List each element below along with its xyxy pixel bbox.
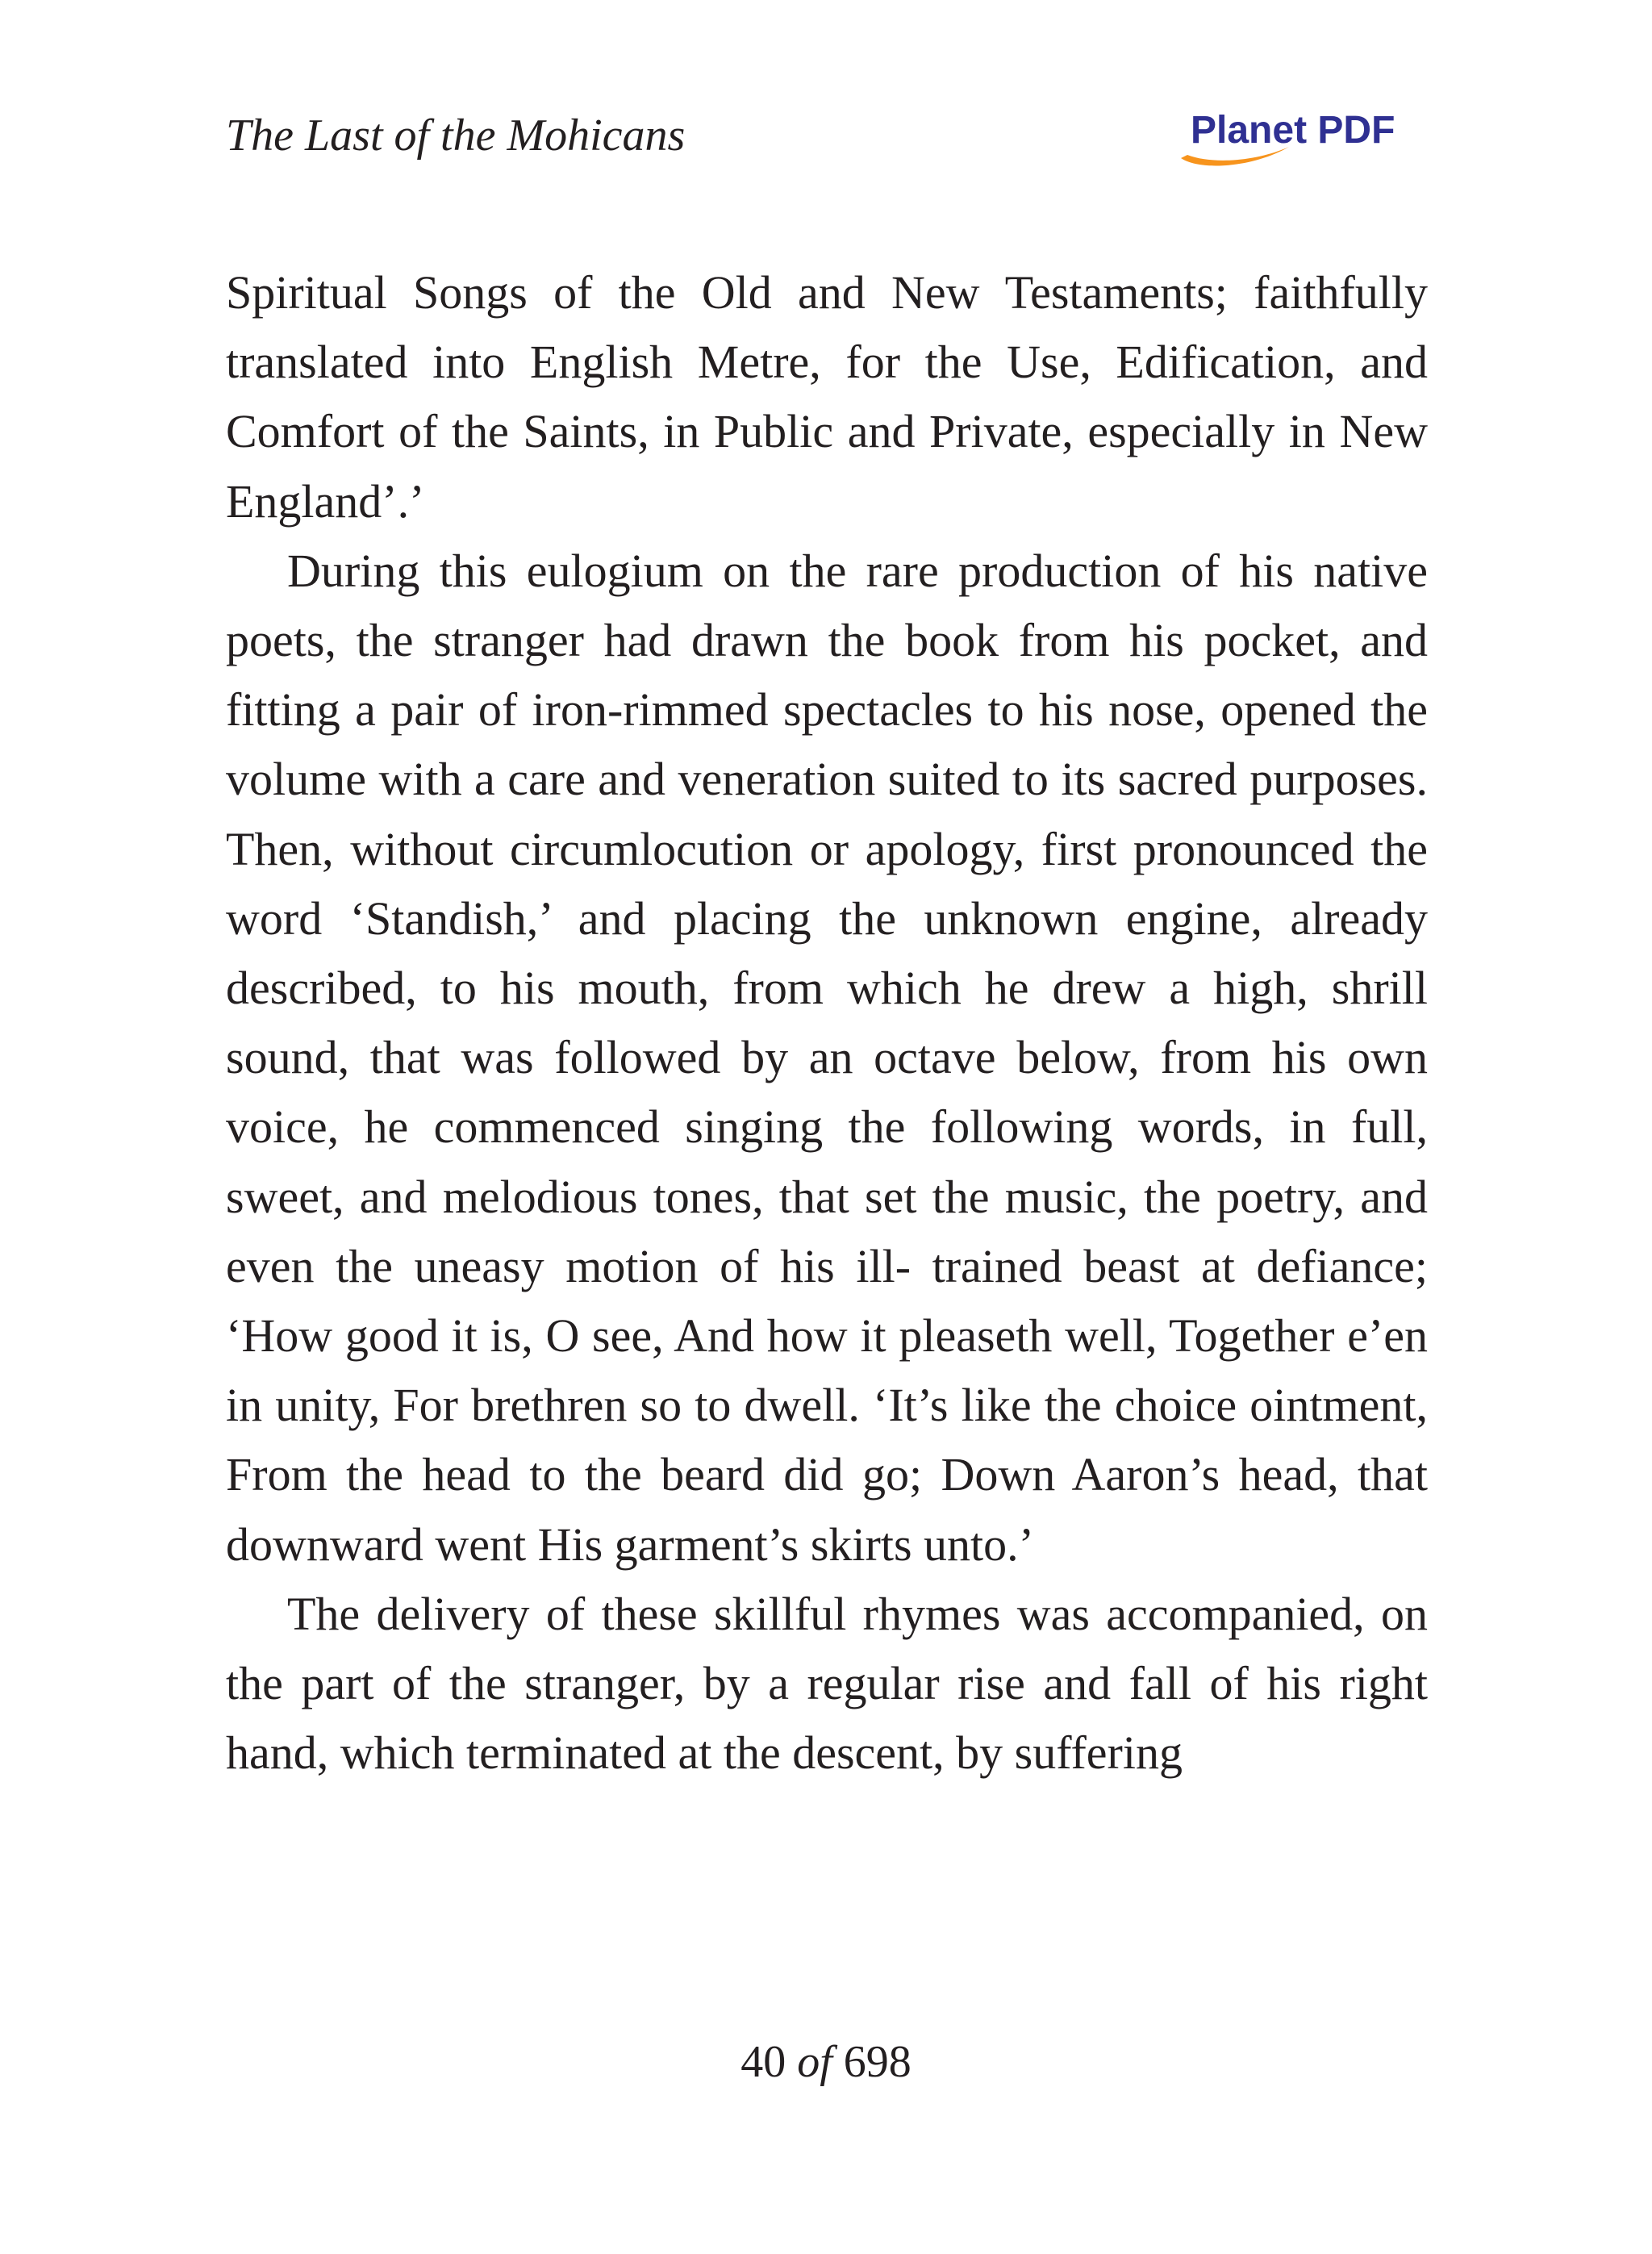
logo-word-planet: Planet — [1191, 109, 1308, 152]
planet-pdf-logo — [1176, 106, 1426, 168]
page-of-label: of — [797, 2037, 832, 2087]
running-title: The Last of the Mohicans — [226, 111, 686, 161]
logo-text — [1191, 106, 1395, 155]
paragraph-2: During this eulogium on the rare production of his native poets, the stranger had drawn the book from his pocket, and fitting a pair of iron-rimmed spectacles to his nose, opened the volume with a care and veneration suited to its sacred purposes. Then, without circumlocution or apology, first pronounced the word ‘Standish,’ and placing the unknown engine, already described, to his mouth, from which he drew a high, shrill sound, that was followed by an octave below, from his own voice, he commenced singing the following words, in full, sweet, and melodious tones, that set the music, the poetry, and even the uneasy motion of his ill- trained beast at defiance; ‘How good it is, O see, And how it pleaseth well, Together e’en in unity, For brethren so to dwell. ‘It’s like the choice ointment, From the head to the beard did go; Down Aaron’s head, that downward went His garment’s skirts unto.’ — [226, 544, 1428, 1571]
logo-word-pdf: PDF — [1317, 109, 1395, 152]
body-text — [226, 258, 1428, 1788]
paragraph-1: Spiritual Songs of the Old and New Testaments; faithfully translated into English Metre, for the Use, Edification, and Comfort of the Saints, in Public and Private, especially in New England’.’ — [226, 266, 1428, 528]
page-number — [0, 2030, 1652, 2094]
paragraph-3: The delivery of these skillful rhymes was accompanied, on the part of the stranger, by a regular rise and fall of his right hand, which terminated at the descent, by suffering — [226, 1587, 1428, 1780]
page-total: 698 — [843, 2037, 912, 2087]
page-current: 40 — [740, 2037, 786, 2087]
